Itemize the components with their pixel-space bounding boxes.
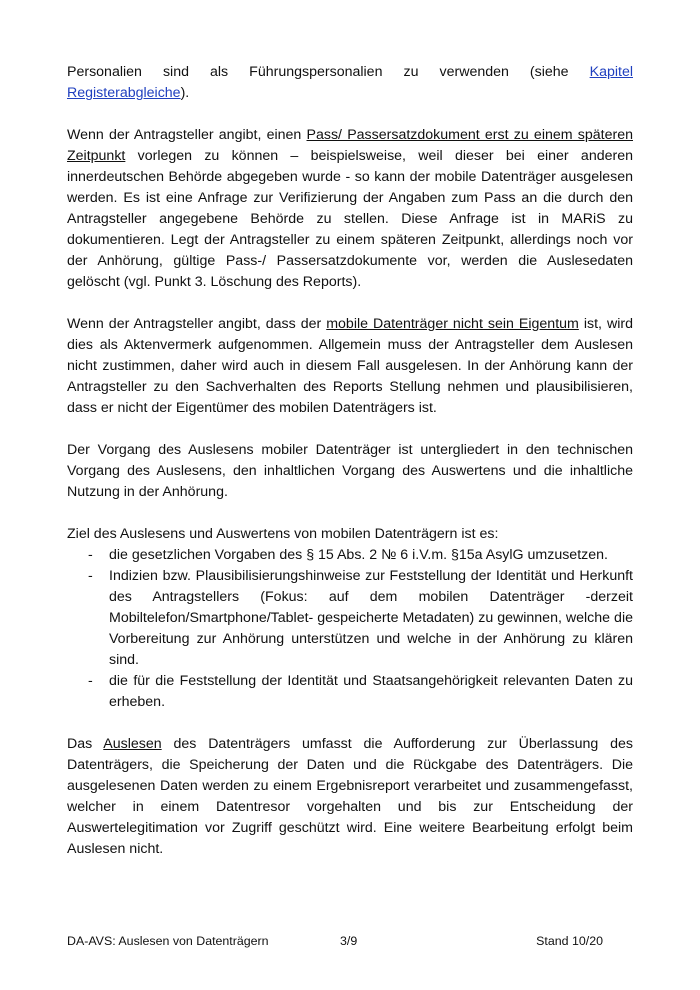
paragraph-vorgang: Der Vorgang des Auslesens mobiler Datenträger ist untergliedert in den technischen Vorgang des Auslesens, den inhaltlichen Vorgang des Auswertens und die inhaltliche Nutzung in der Anhörung. bbox=[67, 442, 633, 500]
paragraph-text: vorlegen zu können – beispielsweise, weil dieser bei einer anderen innerdeutschen Behörde abgegeben wurde - so kann der mobile Datenträger ausgelesen werden. Es ist eine Anfrage zur Verifizierung der Angaben zum Pass an die durch den Antragsteller angegebene Behörde zu stellen. Diese Anfrage ist in MARiS zu dokumentieren. Legt der Antragsteller zu einem späteren Zeitpunkt, allerdings noch vor der Anhörung, gültige Pass-/ Passersatzdokumente vor, werden die Auslesedaten gelöscht (vgl. Punkt 3. Löschung des Reports). bbox=[67, 148, 633, 290]
footer-page-number: 3/9 bbox=[340, 934, 358, 948]
paragraph-text: ist, wird dies als Aktenvermerk aufgenommen. Allgemein muss der Antragsteller dem Auslesen nicht zustimmen, daher wird auch in diesem Fall ausgelesen. In der Anhörung kann der Antragsteller zu den Sachverhalten des Reports Stellung nehmen und plausibilisieren, dass er nicht der Eigentümer des mobilen Datenträgers ist. bbox=[67, 316, 633, 416]
paragraph-text: Wenn der Antragsteller angibt, dass der bbox=[67, 316, 327, 332]
list-item-text: die für die Feststellung der Identität und Staatsangehörigkeit relevanten Daten zu erheben. bbox=[109, 673, 633, 710]
paragraph-pass bbox=[67, 125, 633, 293]
paragraph-text: Das bbox=[67, 736, 104, 752]
underlined-term: Pass/ Passersatzdokument erst zu einem späteren Zeitpunkt bbox=[67, 127, 633, 164]
list-item bbox=[67, 566, 633, 671]
list-item-text: die gesetzlichen Vorgaben des § 15 Abs. 2 № 6 i.V.m. §15a AsylG umzusetzen. bbox=[109, 547, 608, 563]
paragraph-personalien bbox=[67, 62, 633, 104]
footer-version-date: Stand 10/20 bbox=[536, 934, 603, 948]
dash-bullet: - bbox=[88, 547, 93, 563]
list-intro: Ziel des Auslesens und Auswertens von mobilen Datenträgern ist es: bbox=[67, 526, 499, 542]
underlined-term: mobile Datenträger nicht sein Eigentum bbox=[326, 316, 579, 332]
dash-bullet: - bbox=[88, 568, 93, 584]
underlined-term: Auslesen bbox=[103, 736, 162, 752]
paragraph-eigentum bbox=[67, 314, 633, 419]
list-item bbox=[67, 545, 633, 566]
footer-document-title: DA-AVS: Auslesen von Datenträgern bbox=[67, 934, 269, 948]
paragraph-text: Wenn der Antragsteller angibt, einen bbox=[67, 127, 307, 143]
list-item-text: Indizien bzw. Plausibilisierungshinweise zur Feststellung der Identität und Herkunft des Antragstellers (Fokus: auf dem mobilen Datenträger -derzeit Mobiltelefon/Smartphone/Tablet- gespeicherte Metadaten) zu gewinnen, welche die Vorbereitung zur Anhörung unterstützen und welche in der Anhörung zu klären sind. bbox=[109, 568, 633, 668]
paragraph-auslesen bbox=[67, 734, 633, 860]
paragraph-text: des Datenträgers umfasst die Aufforderung zur Überlassung des Datenträgers, die Speicherung der Daten und die Rückgabe des Datenträgers. Die ausgelesenen Daten werden zu einem Ergebnisreport verarbeitet und zusammengefasst, welcher in einem Datentresor vorgehalten und bis zur Entscheidung der Auswertelegitimation vor Zugriff geschützt wird. Eine weitere Bearbeitung erfolgt beim Auslesen nicht. bbox=[67, 736, 634, 857]
list-item bbox=[67, 671, 633, 713]
document-body bbox=[67, 62, 633, 860]
paragraph-text: Personalien sind als Führungspersonalien zu verwenden (siehe bbox=[67, 64, 590, 80]
link-kapitel-registerabgleiche[interactable]: Kapitel Registerabgleiche bbox=[67, 64, 633, 101]
paragraph-text: ). bbox=[180, 85, 190, 101]
goals-list bbox=[67, 545, 633, 713]
dash-bullet: - bbox=[88, 673, 93, 689]
